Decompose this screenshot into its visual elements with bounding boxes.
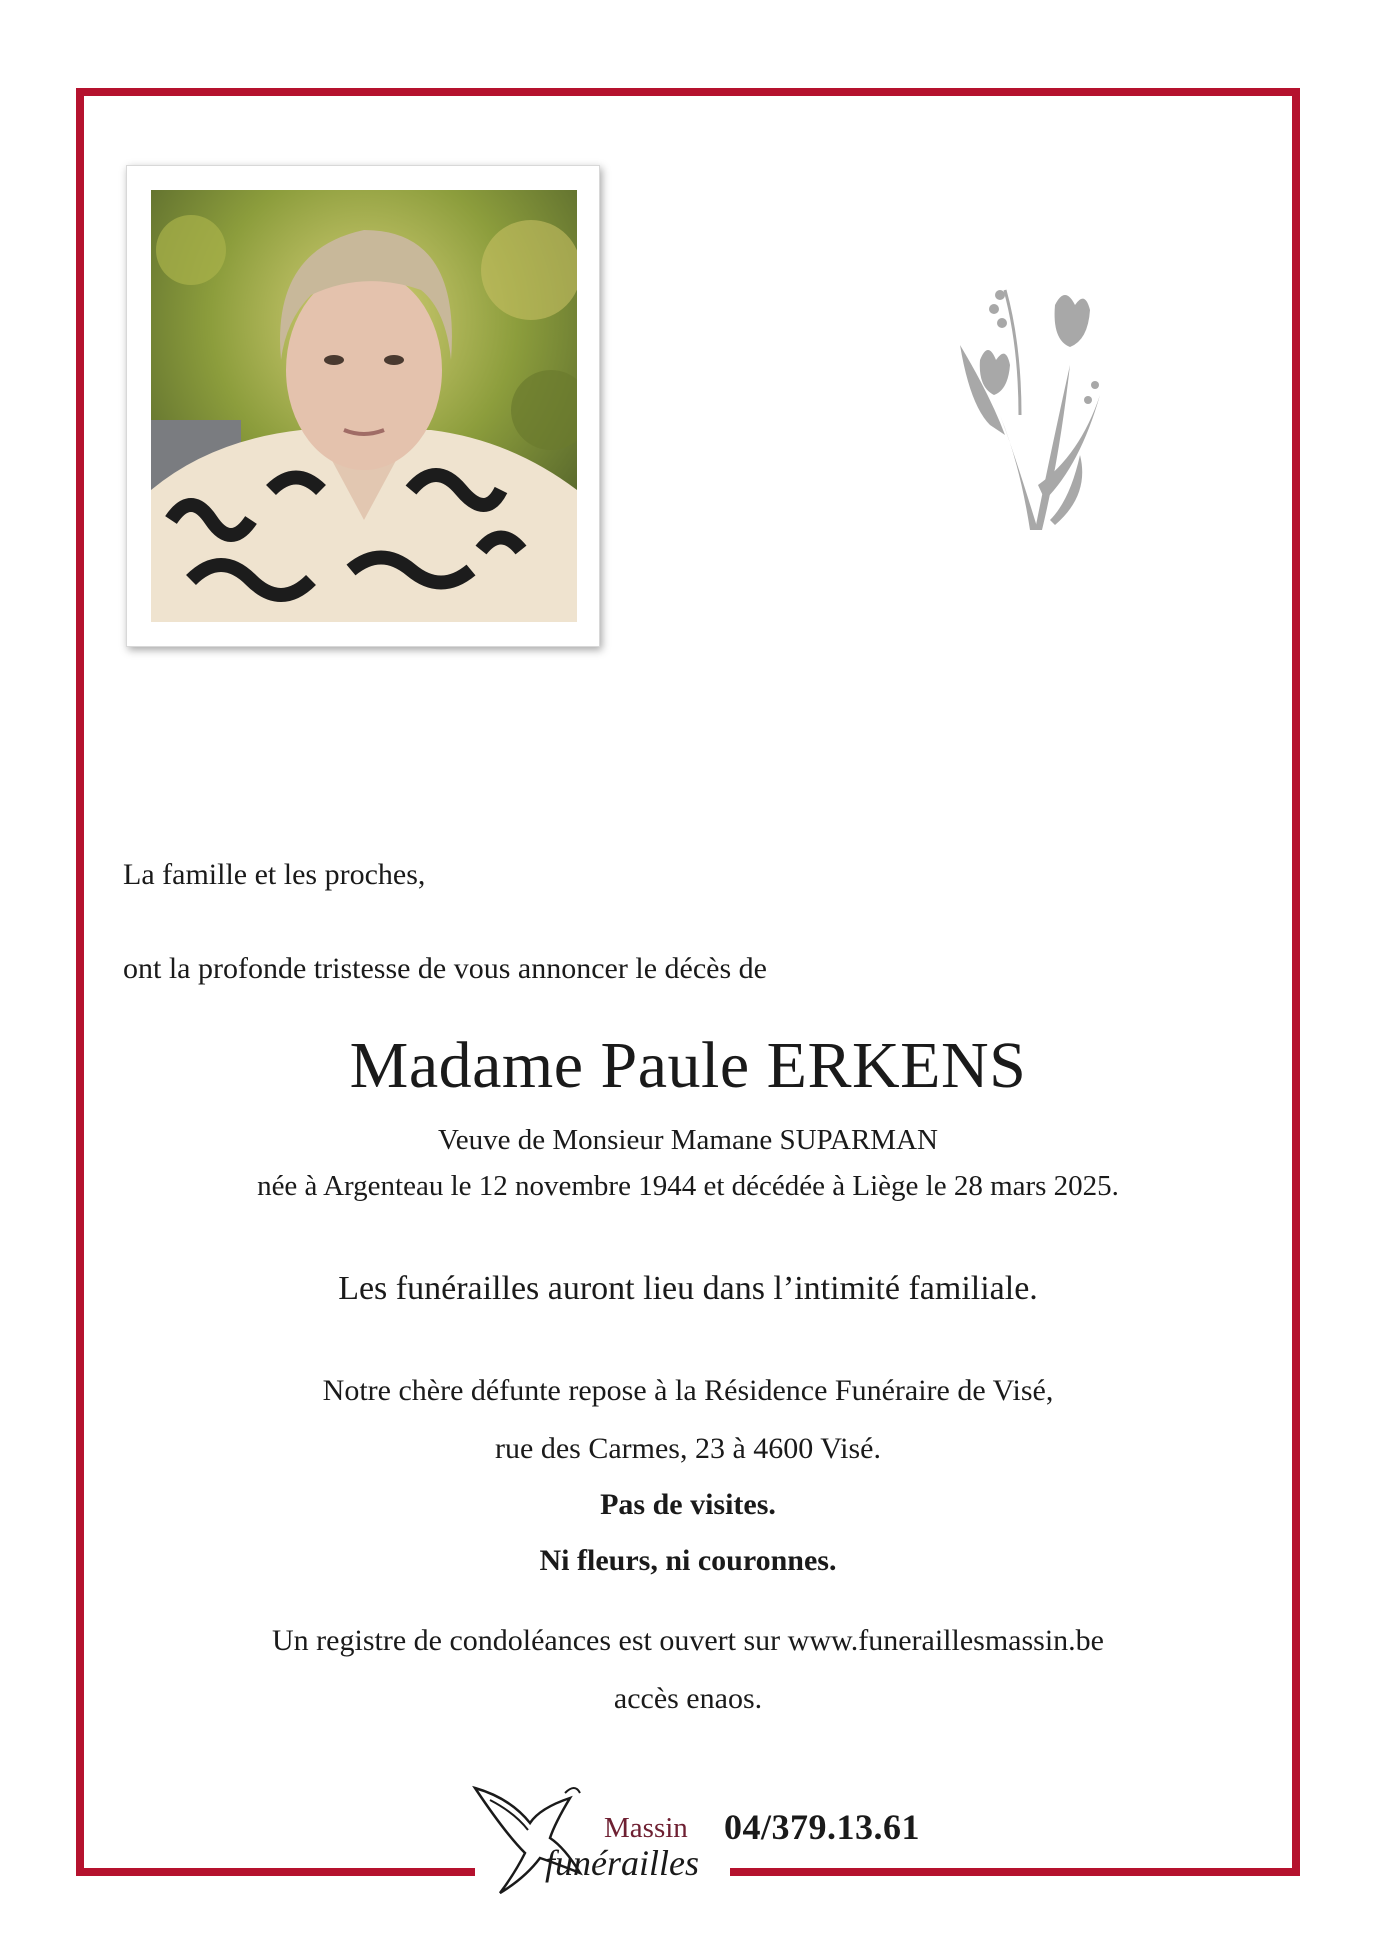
logo-massin-text: Massin bbox=[604, 1812, 688, 1844]
no-flowers-notice: Ni fleurs, ni couronnes. bbox=[539, 1544, 837, 1577]
logo-funerailles-text: funérailles bbox=[545, 1843, 699, 1883]
portrait-card bbox=[126, 165, 600, 647]
deceased-spouse: Veuve de Monsieur Mamane SUPARMAN bbox=[438, 1124, 938, 1156]
rest-location-line1: Notre chère défunte repose à la Résidence Funéraire de Visé, bbox=[322, 1374, 1054, 1407]
portrait-illustration bbox=[151, 190, 577, 622]
phone-number: 04/379.13.61 bbox=[724, 1807, 921, 1847]
rest-location-line2: rue des Carmes, 23 à 4600 Visé. bbox=[495, 1432, 881, 1465]
intro-announcement-line: ont la profonde tristesse de vous annoncer le décès de bbox=[123, 952, 767, 985]
intro-family-line: La famille et les proches, bbox=[123, 858, 426, 891]
portrait-photo bbox=[151, 190, 577, 622]
funeral-notice: Les funérailles auront lieu dans l’intimité familiale. bbox=[338, 1270, 1038, 1307]
tulip-ornament-icon bbox=[960, 285, 1110, 530]
deceased-dates: née à Argenteau le 12 novembre 1944 et décédée à Liège le 28 mars 2025. bbox=[257, 1170, 1119, 1202]
no-visits-notice: Pas de visites. bbox=[600, 1488, 776, 1521]
deceased-name: Madame Paule ERKENS bbox=[349, 1029, 1027, 1102]
condolences-line2: accès enaos. bbox=[613, 1682, 763, 1715]
condolences-line1: Un registre de condoléances est ouvert sur www.funeraillesmassin.be bbox=[272, 1624, 1104, 1657]
